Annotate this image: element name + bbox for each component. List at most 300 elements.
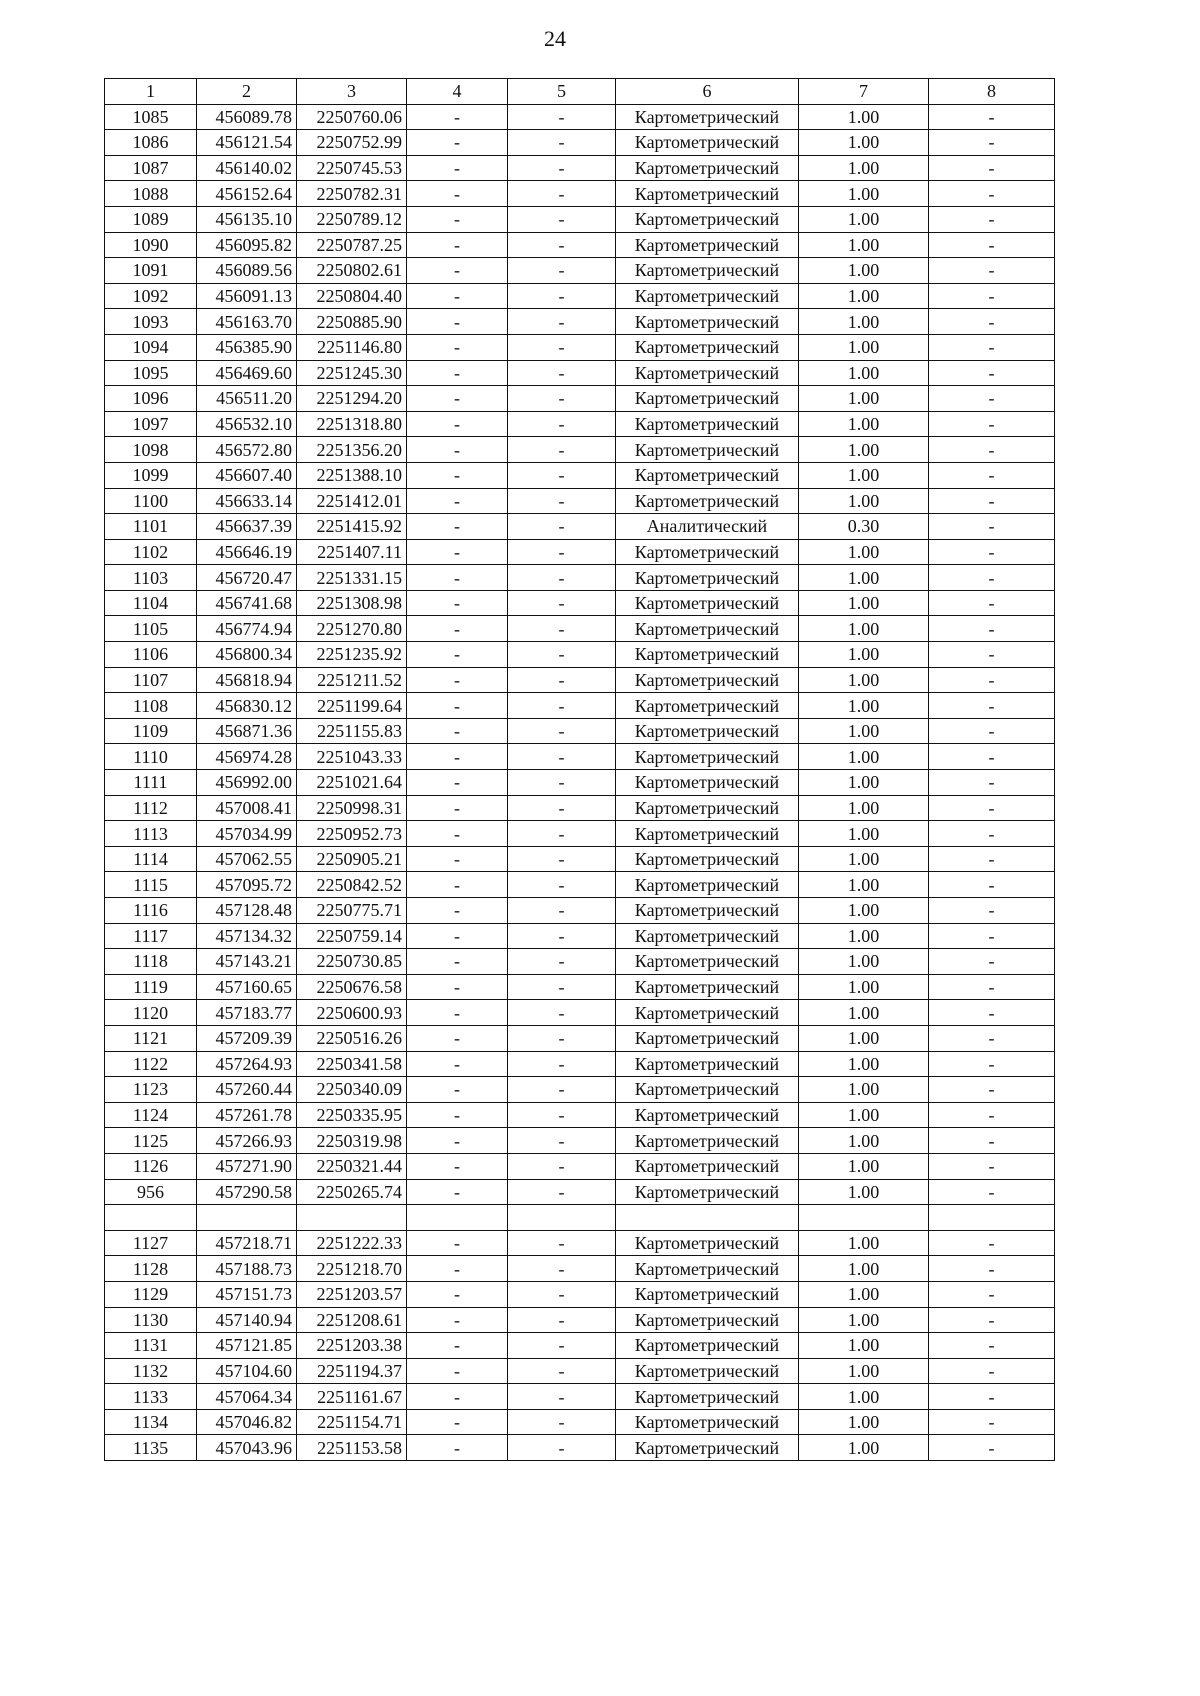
col8-cell: - [929, 1384, 1055, 1410]
method-cell: Картометрический [616, 1051, 799, 1077]
col5-cell: - [508, 130, 616, 156]
accuracy-cell: 1.00 [799, 1000, 929, 1026]
y-coordinate-cell: 2250265.74 [297, 1179, 407, 1205]
accuracy-cell: 1.00 [799, 1051, 929, 1077]
y-coordinate-cell: 2251407.11 [297, 539, 407, 565]
table-row [105, 949, 1055, 975]
method-cell: Картометрический [616, 590, 799, 616]
point-number-cell: 1129 [105, 1281, 197, 1307]
col8-cell: - [929, 974, 1055, 1000]
col5-cell: - [508, 974, 616, 1000]
col5-cell: - [508, 360, 616, 386]
point-number-cell: 1124 [105, 1102, 197, 1128]
col5-cell: - [508, 1102, 616, 1128]
col4-cell: - [407, 1153, 508, 1179]
accuracy-cell: 1.00 [799, 1179, 929, 1205]
accuracy-cell: 1.00 [799, 1358, 929, 1384]
table-row [105, 1077, 1055, 1103]
method-cell: Картометрический [616, 1077, 799, 1103]
x-coordinate-cell: 456818.94 [197, 667, 297, 693]
col8-cell: - [929, 462, 1055, 488]
x-coordinate-cell: 456152.64 [197, 181, 297, 207]
accuracy-cell: 1.00 [799, 718, 929, 744]
y-coordinate-cell: 2251294.20 [297, 386, 407, 412]
col5-cell: - [508, 1384, 616, 1410]
header-row [105, 79, 1055, 105]
x-coordinate-cell: 456992.00 [197, 770, 297, 796]
method-cell: Картометрический [616, 437, 799, 463]
y-coordinate-cell: 2251356.20 [297, 437, 407, 463]
x-coordinate-cell: 457183.77 [197, 1000, 297, 1026]
col8-cell: - [929, 514, 1055, 540]
col8-cell: - [929, 565, 1055, 591]
method-cell: Картометрический [616, 1179, 799, 1205]
accuracy-cell: 1.00 [799, 1230, 929, 1256]
y-coordinate-cell: 2251155.83 [297, 718, 407, 744]
col4-cell: - [407, 155, 508, 181]
column-header: 7 [799, 79, 929, 105]
accuracy-cell: 1.00 [799, 616, 929, 642]
x-coordinate-cell: 456572.80 [197, 437, 297, 463]
y-coordinate-cell: 2250885.90 [297, 309, 407, 335]
point-number-cell: 1115 [105, 872, 197, 898]
y-coordinate-cell: 2250321.44 [297, 1153, 407, 1179]
x-coordinate-cell: 457046.82 [197, 1409, 297, 1435]
method-cell: Картометрический [616, 155, 799, 181]
col8-cell: - [929, 437, 1055, 463]
accuracy-cell: 1.00 [799, 565, 929, 591]
method-cell: Картометрический [616, 693, 799, 719]
point-number-cell: 1127 [105, 1230, 197, 1256]
x-coordinate-cell: 457104.60 [197, 1358, 297, 1384]
y-coordinate-cell: 2251146.80 [297, 334, 407, 360]
col5-cell: - [508, 1051, 616, 1077]
col5-cell: - [508, 411, 616, 437]
point-number-cell: 1122 [105, 1051, 197, 1077]
col8-cell: - [929, 232, 1055, 258]
col4-cell: - [407, 206, 508, 232]
method-cell: Картометрический [616, 1358, 799, 1384]
x-coordinate-cell: 456974.28 [197, 744, 297, 770]
table-row [105, 155, 1055, 181]
point-number-cell: 1094 [105, 334, 197, 360]
table-row [105, 181, 1055, 207]
point-number-cell: 1135 [105, 1435, 197, 1461]
x-coordinate-cell: 457261.78 [197, 1102, 297, 1128]
col4-cell: - [407, 1077, 508, 1103]
column-header: 2 [197, 79, 297, 105]
table-row [105, 1358, 1055, 1384]
table-row [105, 616, 1055, 642]
accuracy-cell [799, 1205, 929, 1231]
col8-cell: - [929, 1333, 1055, 1359]
col8-cell: - [929, 821, 1055, 847]
y-coordinate-cell: 2251043.33 [297, 744, 407, 770]
method-cell: Картометрический [616, 1000, 799, 1026]
col5-cell: - [508, 770, 616, 796]
method-cell: Картометрический [616, 462, 799, 488]
point-number-cell: 1119 [105, 974, 197, 1000]
point-number-cell: 1088 [105, 181, 197, 207]
col8-cell: - [929, 795, 1055, 821]
method-cell: Картометрический [616, 1435, 799, 1461]
col8-cell: - [929, 1179, 1055, 1205]
accuracy-cell: 1.00 [799, 360, 929, 386]
x-coordinate-cell: 456646.19 [197, 539, 297, 565]
y-coordinate-cell: 2251235.92 [297, 642, 407, 668]
col4-cell: - [407, 360, 508, 386]
column-header: 3 [297, 79, 407, 105]
col5-cell: - [508, 923, 616, 949]
col4-cell: - [407, 1179, 508, 1205]
column-header: 6 [616, 79, 799, 105]
point-number-cell: 1089 [105, 206, 197, 232]
y-coordinate-cell: 2251218.70 [297, 1256, 407, 1282]
method-cell: Аналитический [616, 514, 799, 540]
x-coordinate-cell: 456633.14 [197, 488, 297, 514]
x-coordinate-cell: 457140.94 [197, 1307, 297, 1333]
col8-cell: - [929, 1256, 1055, 1282]
accuracy-cell: 1.00 [799, 667, 929, 693]
accuracy-cell: 1.00 [799, 155, 929, 181]
method-cell: Картометрический [616, 1230, 799, 1256]
col4-cell: - [407, 974, 508, 1000]
column-header: 5 [508, 79, 616, 105]
y-coordinate-cell: 2251331.15 [297, 565, 407, 591]
method-cell: Картометрический [616, 386, 799, 412]
col5-cell: - [508, 437, 616, 463]
col4-cell: - [407, 923, 508, 949]
table-row [105, 1435, 1055, 1461]
method-cell: Картометрический [616, 488, 799, 514]
col5-cell: - [508, 1179, 616, 1205]
x-coordinate-cell: 457209.39 [197, 1025, 297, 1051]
col5-cell: - [508, 258, 616, 284]
col8-cell: - [929, 283, 1055, 309]
accuracy-cell: 1.00 [799, 437, 929, 463]
table-row [105, 539, 1055, 565]
coordinates-table [104, 78, 1055, 1461]
table-row [105, 1205, 1055, 1231]
y-coordinate-cell: 2250782.31 [297, 181, 407, 207]
col4-cell: - [407, 488, 508, 514]
col8-cell: - [929, 693, 1055, 719]
col5-cell: - [508, 155, 616, 181]
col5-cell: - [508, 514, 616, 540]
point-number-cell: 1130 [105, 1307, 197, 1333]
accuracy-cell: 1.00 [799, 642, 929, 668]
accuracy-cell: 1.00 [799, 462, 929, 488]
y-coordinate-cell: 2250787.25 [297, 232, 407, 258]
col5-cell: - [508, 1025, 616, 1051]
method-cell: Картометрический [616, 334, 799, 360]
x-coordinate-cell: 457134.32 [197, 923, 297, 949]
method-cell: Картометрический [616, 898, 799, 924]
y-coordinate-cell: 2251194.37 [297, 1358, 407, 1384]
point-number-cell: 1120 [105, 1000, 197, 1026]
x-coordinate-cell: 456135.10 [197, 206, 297, 232]
point-number-cell: 1103 [105, 565, 197, 591]
col4-cell: - [407, 590, 508, 616]
y-coordinate-cell: 2250905.21 [297, 846, 407, 872]
x-coordinate-cell: 457271.90 [197, 1153, 297, 1179]
col4-cell: - [407, 1000, 508, 1026]
col5-cell: - [508, 539, 616, 565]
method-cell: Картометрический [616, 1153, 799, 1179]
point-number-cell: 1128 [105, 1256, 197, 1282]
table-row [105, 462, 1055, 488]
table-row [105, 590, 1055, 616]
point-number-cell: 1099 [105, 462, 197, 488]
method-cell: Картометрический [616, 821, 799, 847]
col4-cell: - [407, 1230, 508, 1256]
point-number-cell: 1095 [105, 360, 197, 386]
table-row [105, 821, 1055, 847]
col8-cell: - [929, 258, 1055, 284]
accuracy-cell: 1.00 [799, 1435, 929, 1461]
x-coordinate-cell: 456800.34 [197, 642, 297, 668]
y-coordinate-cell: 2251208.61 [297, 1307, 407, 1333]
table-row [105, 1230, 1055, 1256]
col5-cell: - [508, 1230, 616, 1256]
point-number-cell: 1134 [105, 1409, 197, 1435]
col8-cell: - [929, 1435, 1055, 1461]
table-row [105, 309, 1055, 335]
method-cell: Картометрический [616, 232, 799, 258]
col5-cell: - [508, 283, 616, 309]
x-coordinate-cell: 457121.85 [197, 1333, 297, 1359]
accuracy-cell: 1.00 [799, 795, 929, 821]
col5-cell: - [508, 693, 616, 719]
col8-cell: - [929, 130, 1055, 156]
col5-cell: - [508, 1077, 616, 1103]
x-coordinate-cell: 457260.44 [197, 1077, 297, 1103]
y-coordinate-cell: 2250802.61 [297, 258, 407, 284]
table-row [105, 1409, 1055, 1435]
col8-cell: - [929, 360, 1055, 386]
col8-cell: - [929, 770, 1055, 796]
point-number-cell: 1108 [105, 693, 197, 719]
accuracy-cell: 1.00 [799, 846, 929, 872]
table-body [105, 104, 1055, 1460]
x-coordinate-cell: 457160.65 [197, 974, 297, 1000]
y-coordinate-cell: 2251318.80 [297, 411, 407, 437]
x-coordinate-cell: 457064.34 [197, 1384, 297, 1410]
y-coordinate-cell: 2251415.92 [297, 514, 407, 540]
x-coordinate-cell: 457218.71 [197, 1230, 297, 1256]
table-row [105, 1153, 1055, 1179]
method-cell: Картометрический [616, 1102, 799, 1128]
table-row [105, 693, 1055, 719]
col5-cell: - [508, 1409, 616, 1435]
table-row [105, 1281, 1055, 1307]
x-coordinate-cell: 456720.47 [197, 565, 297, 591]
accuracy-cell: 1.00 [799, 258, 929, 284]
x-coordinate-cell: 457143.21 [197, 949, 297, 975]
accuracy-cell: 1.00 [799, 283, 929, 309]
accuracy-cell: 1.00 [799, 744, 929, 770]
table-row [105, 1333, 1055, 1359]
method-cell: Картометрический [616, 642, 799, 668]
col4-cell: - [407, 539, 508, 565]
table-row [105, 667, 1055, 693]
table-row [105, 1025, 1055, 1051]
x-coordinate-cell: 456532.10 [197, 411, 297, 437]
col5-cell: - [508, 898, 616, 924]
col4-cell: - [407, 770, 508, 796]
y-coordinate-cell: 2251153.58 [297, 1435, 407, 1461]
y-coordinate-cell: 2250775.71 [297, 898, 407, 924]
col4-cell: - [407, 130, 508, 156]
point-number-cell: 956 [105, 1179, 197, 1205]
table-row [105, 232, 1055, 258]
y-coordinate-cell: 2250952.73 [297, 821, 407, 847]
table-row [105, 258, 1055, 284]
point-number-cell: 1118 [105, 949, 197, 975]
col5-cell: - [508, 1128, 616, 1154]
col8-cell: - [929, 334, 1055, 360]
y-coordinate-cell: 2251388.10 [297, 462, 407, 488]
point-number-cell: 1101 [105, 514, 197, 540]
method-cell: Картометрический [616, 1281, 799, 1307]
col4-cell: - [407, 1435, 508, 1461]
col5-cell: - [508, 1153, 616, 1179]
table-row [105, 1179, 1055, 1205]
col4-cell: - [407, 411, 508, 437]
point-number-cell: 1132 [105, 1358, 197, 1384]
x-coordinate-cell: 457290.58 [197, 1179, 297, 1205]
accuracy-cell: 1.00 [799, 309, 929, 335]
col5-cell: - [508, 846, 616, 872]
col8-cell: - [929, 1153, 1055, 1179]
method-cell: Картометрический [616, 104, 799, 130]
col4-cell: - [407, 1358, 508, 1384]
col8-cell: - [929, 1025, 1055, 1051]
col8-cell: - [929, 539, 1055, 565]
point-number-cell: 1126 [105, 1153, 197, 1179]
x-coordinate-cell: 456511.20 [197, 386, 297, 412]
point-number-cell: 1107 [105, 667, 197, 693]
point-number-cell: 1087 [105, 155, 197, 181]
col4-cell: - [407, 309, 508, 335]
col4-cell: - [407, 718, 508, 744]
x-coordinate-cell: 456385.90 [197, 334, 297, 360]
table-row [105, 872, 1055, 898]
table-row [105, 514, 1055, 540]
x-coordinate-cell: 456741.68 [197, 590, 297, 616]
point-number-cell: 1096 [105, 386, 197, 412]
point-number-cell: 1123 [105, 1077, 197, 1103]
table-row [105, 437, 1055, 463]
col8-cell: - [929, 206, 1055, 232]
col8-cell: - [929, 1358, 1055, 1384]
col5-cell: - [508, 206, 616, 232]
table-row [105, 1000, 1055, 1026]
accuracy-cell: 1.00 [799, 1153, 929, 1179]
table-row [105, 1256, 1055, 1282]
col4-cell: - [407, 1128, 508, 1154]
accuracy-cell: 1.00 [799, 181, 929, 207]
col8-cell: - [929, 846, 1055, 872]
col5-cell: - [508, 1358, 616, 1384]
table-header [105, 79, 1055, 105]
table-row [105, 565, 1055, 591]
method-cell: Картометрический [616, 206, 799, 232]
col8-cell: - [929, 155, 1055, 181]
point-number-cell: 1102 [105, 539, 197, 565]
col4-cell: - [407, 898, 508, 924]
x-coordinate-cell: 457266.93 [197, 1128, 297, 1154]
col4-cell: - [407, 667, 508, 693]
col4-cell: - [407, 565, 508, 591]
y-coordinate-cell: 2250340.09 [297, 1077, 407, 1103]
y-coordinate-cell: 2250676.58 [297, 974, 407, 1000]
accuracy-cell: 1.00 [799, 590, 929, 616]
method-cell: Картометрический [616, 923, 799, 949]
col8-cell: - [929, 181, 1055, 207]
col8-cell: - [929, 309, 1055, 335]
column-header: 1 [105, 79, 197, 105]
method-cell: Картометрический [616, 872, 799, 898]
table-row [105, 104, 1055, 130]
point-number-cell: 1131 [105, 1333, 197, 1359]
col5-cell: - [508, 821, 616, 847]
y-coordinate-cell: 2250998.31 [297, 795, 407, 821]
y-coordinate-cell: 2251412.01 [297, 488, 407, 514]
point-number-cell: 1085 [105, 104, 197, 130]
col5-cell: - [508, 334, 616, 360]
point-number-cell: 1086 [105, 130, 197, 156]
accuracy-cell: 1.00 [799, 334, 929, 360]
table-row [105, 386, 1055, 412]
col8-cell [929, 1205, 1055, 1231]
table-row [105, 898, 1055, 924]
col5-cell: - [508, 1281, 616, 1307]
col4-cell: - [407, 283, 508, 309]
col4-cell: - [407, 104, 508, 130]
method-cell: Картометрический [616, 846, 799, 872]
col5-cell: - [508, 565, 616, 591]
method-cell: Картометрический [616, 616, 799, 642]
table-row [105, 846, 1055, 872]
x-coordinate-cell: 456607.40 [197, 462, 297, 488]
x-coordinate-cell: 456091.13 [197, 283, 297, 309]
accuracy-cell: 1.00 [799, 539, 929, 565]
col4-cell: - [407, 1025, 508, 1051]
accuracy-cell: 1.00 [799, 1256, 929, 1282]
column-header: 8 [929, 79, 1055, 105]
point-number-cell: 1114 [105, 846, 197, 872]
point-number-cell: 1109 [105, 718, 197, 744]
col5-cell: - [508, 1333, 616, 1359]
col8-cell: - [929, 104, 1055, 130]
col8-cell: - [929, 411, 1055, 437]
table-row [105, 360, 1055, 386]
col4-cell: - [407, 258, 508, 284]
col5-cell: - [508, 488, 616, 514]
x-coordinate-cell: 456871.36 [197, 718, 297, 744]
y-coordinate-cell: 2250842.52 [297, 872, 407, 898]
accuracy-cell: 1.00 [799, 1025, 929, 1051]
y-coordinate-cell: 2251203.38 [297, 1333, 407, 1359]
col4-cell: - [407, 1256, 508, 1282]
method-cell: Картометрический [616, 949, 799, 975]
col4-cell: - [407, 1333, 508, 1359]
table-row [105, 770, 1055, 796]
col5-cell: - [508, 1307, 616, 1333]
col5-cell: - [508, 462, 616, 488]
x-coordinate-cell: 456089.78 [197, 104, 297, 130]
